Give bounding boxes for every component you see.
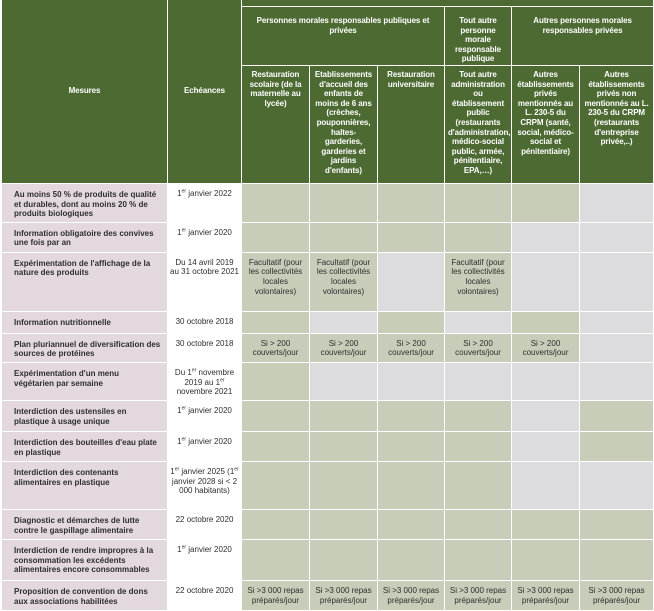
table-row — [2, 311, 654, 333]
applicability-cell: Facultatif (pour les collectivités locales volontaires) — [242, 252, 310, 311]
measure-cell: Interdiction des bouteilles d'eau plate en plastique — [2, 431, 168, 461]
applicability-cell — [512, 431, 580, 461]
deadline-cell: 1er janvier 2020 — [168, 222, 242, 252]
header-col-petite-enfance: Etablissements d'accueil des enfants de moins de 6 ans (crèches, pouponnières, haltes-garderies, garderies et jardins d'enfants) — [310, 65, 378, 183]
applicability-cell — [580, 311, 654, 333]
applicability-cell — [445, 509, 512, 539]
applicability-cell — [445, 400, 512, 431]
applicability-cell — [242, 431, 310, 461]
applicability-cell — [378, 400, 445, 431]
applicability-cell — [512, 252, 580, 311]
applicability-cell — [378, 431, 445, 461]
applicability-cell — [310, 539, 378, 580]
header-col-prives-crpm: Autres établissements privés mentionnés au L. 230-5 du CRPM (santé, social, médico-social et pénitentiaire) — [512, 65, 580, 183]
measure-cell: Interdiction des contenants alimentaires en plastique — [2, 461, 168, 509]
applicability-cell: Si >3 000 repas préparés/jour — [445, 580, 512, 610]
deadline-cell: Du 1er novembre 2019 au 1er novembre 2021 — [168, 362, 242, 400]
applicability-cell — [310, 183, 378, 222]
deadline-cell: 22 octobre 2020 — [168, 580, 242, 610]
applicability-cell — [242, 461, 310, 509]
table-row — [2, 400, 654, 431]
measure-cell: Information nutritionnelle — [2, 311, 168, 333]
measure-cell: Au moins 50 % de produits de qualité et durables, dont au moins 20 % de produits biologiques — [2, 183, 168, 222]
header-group-other-public: Tout autre personne morale responsable publique — [445, 7, 512, 66]
applicability-cell — [512, 311, 580, 333]
table-body — [2, 183, 654, 610]
applicability-cell — [378, 461, 445, 509]
applicability-cell — [580, 222, 654, 252]
table-row — [2, 362, 654, 400]
table-row — [2, 183, 654, 222]
applicability-cell: Si > 200 couverts/jour — [512, 333, 580, 362]
applicability-cell — [512, 509, 580, 539]
applicability-cell: Si > 200 couverts/jour — [445, 333, 512, 362]
applicability-cell — [378, 539, 445, 580]
applicability-cell — [310, 431, 378, 461]
applicability-cell — [445, 431, 512, 461]
applicability-cell — [310, 461, 378, 509]
table-row — [2, 509, 654, 539]
deadline-cell: 30 octobre 2018 — [168, 333, 242, 362]
applicability-cell — [378, 509, 445, 539]
applicability-cell — [580, 400, 654, 431]
applicability-cell — [242, 311, 310, 333]
applicability-cell — [580, 252, 654, 311]
applicability-cell: Si >3 000 repas préparés/jour — [580, 580, 654, 610]
applicability-cell — [580, 431, 654, 461]
applicability-cell — [242, 222, 310, 252]
applicability-cell — [310, 509, 378, 539]
applicability-cell — [242, 183, 310, 222]
applicability-cell — [512, 183, 580, 222]
measure-cell: Diagnostic et démarches de lutte contre le gaspillage alimentaire — [2, 509, 168, 539]
applicability-cell — [242, 400, 310, 431]
applicability-cell: Si >3 000 repas préparés/jour — [378, 580, 445, 610]
applicability-cell — [310, 222, 378, 252]
applicability-cell — [378, 252, 445, 311]
measure-cell: Interdiction de rendre impropres à la consommation les excédents alimentaires encore consommables — [2, 539, 168, 580]
applicability-cell — [580, 183, 654, 222]
table-row — [2, 222, 654, 252]
applicability-cell — [445, 311, 512, 333]
applicability-cell — [378, 222, 445, 252]
header-col-universitaire: Restauration universitaire — [378, 65, 445, 183]
header-group-public-private: Personnes morales responsables publiques et privées — [242, 7, 445, 66]
applicability-cell — [242, 362, 310, 400]
deadline-cell: 1er janvier 2020 — [168, 431, 242, 461]
applicability-cell — [445, 183, 512, 222]
measure-cell: Expérimentation d'un menu végétarien par semaine — [2, 362, 168, 400]
applicability-cell — [310, 400, 378, 431]
table-row — [2, 539, 654, 580]
applicability-cell — [512, 362, 580, 400]
measure-cell: Proposition de convention de dons aux associations habilitées — [2, 580, 168, 610]
deadline-cell: 1er janvier 2025 (1er janvier 2028 si < 2 000 habitants) — [168, 461, 242, 509]
table-row — [2, 580, 654, 610]
header-echeances: Echéances — [168, 0, 242, 183]
applicability-cell — [378, 183, 445, 222]
applicability-cell — [512, 222, 580, 252]
deadline-cell: 1er janvier 2022 — [168, 183, 242, 222]
applicability-cell — [310, 311, 378, 333]
measures-table — [1, 0, 654, 611]
applicability-cell: Si > 200 couverts/jour — [242, 333, 310, 362]
applicability-cell: Facultatif (pour les collectivités locales volontaires) — [445, 252, 512, 311]
applicability-cell: Facultatif (pour les collectivités locales volontaires) — [310, 252, 378, 311]
deadline-cell: 30 octobre 2018 — [168, 311, 242, 333]
applicability-cell — [512, 539, 580, 580]
header-col-administration: Tout autre administration ou établissement public (restaurants d'administration, médico-social public, armée, pénitentiaire, EPA,…) — [445, 65, 512, 183]
applicability-cell — [445, 539, 512, 580]
deadline-cell: 1er janvier 2020 — [168, 400, 242, 431]
applicability-cell: Si >3 000 repas préparés/jour — [512, 580, 580, 610]
deadline-cell: 22 octobre 2020 — [168, 509, 242, 539]
applicability-cell: Si >3 000 repas préparés/jour — [242, 580, 310, 610]
applicability-cell — [580, 362, 654, 400]
applicability-cell — [512, 400, 580, 431]
applicability-cell — [242, 509, 310, 539]
applicability-cell — [378, 311, 445, 333]
header-group-other-private: Autres personnes morales responsables privées — [512, 7, 654, 66]
applicability-cell — [445, 461, 512, 509]
applicability-cell — [242, 539, 310, 580]
header-mesures: Mesures — [2, 0, 168, 183]
deadline-cell: 1er janvier 2020 — [168, 539, 242, 580]
applicability-cell — [378, 362, 445, 400]
applicability-cell — [580, 461, 654, 509]
measure-cell: Interdiction des ustensiles en plastique à usage unique — [2, 400, 168, 431]
header-col-scolaire: Restauration scolaire (de la maternelle au lycée) — [242, 65, 310, 183]
measure-cell: Information obligatoire des convives une fois par an — [2, 222, 168, 252]
measure-cell: Plan pluriannuel de diversification des sources de protéines — [2, 333, 168, 362]
deadline-cell: Du 14 avril 2019 au 31 octobre 2021 — [168, 252, 242, 311]
table-row — [2, 461, 654, 509]
measure-cell: Expérimentation de l'affichage de la nature des produits — [2, 252, 168, 311]
applicability-cell — [445, 362, 512, 400]
table-row — [2, 333, 654, 362]
applicability-cell: Si > 200 couverts/jour — [310, 333, 378, 362]
applicability-cell: Si > 200 couverts/jour — [378, 333, 445, 362]
table-row — [2, 431, 654, 461]
header-col-prives-non-crpm: Autres établissements privés non mentionnés au L. 230-5 du CRPM (restaurants d'entreprise privée,..) — [580, 65, 654, 183]
applicability-cell — [580, 539, 654, 580]
applicability-cell — [580, 509, 654, 539]
applicability-cell — [512, 461, 580, 509]
applicability-cell — [445, 222, 512, 252]
table-row — [2, 252, 654, 311]
applicability-cell — [310, 362, 378, 400]
applicability-cell: Si >3 000 repas préparés/jour — [310, 580, 378, 610]
applicability-cell — [580, 333, 654, 362]
